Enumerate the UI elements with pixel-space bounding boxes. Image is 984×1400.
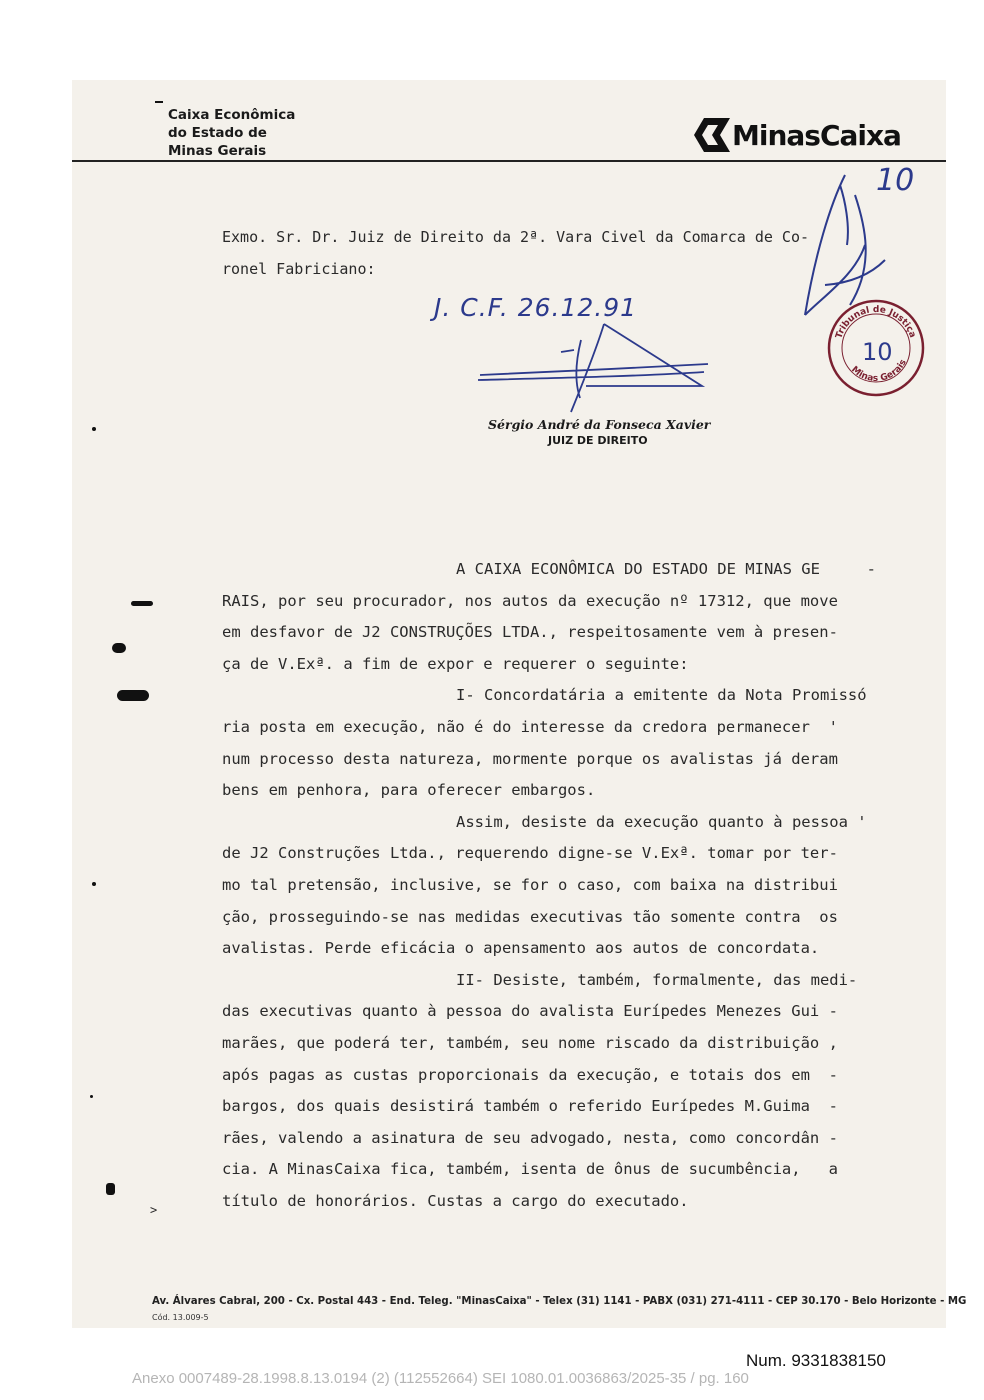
ink-speck [155,101,163,103]
body-line: ria posta em execução, não é do interesse da credora permanecer ' [222,718,838,736]
document-number: Num. 9331838150 [746,1351,886,1370]
body-line: RAIS, por seu procurador, nos autos da execução nº 17312, que move [222,591,838,610]
body-line: bens em penhora, para oferecer embargos. [222,781,596,800]
institution-line: do Estado de [168,125,267,141]
body-line: cia. A MinasCaixa fica, também, isenta de ônus de sucumbência, a [222,1160,838,1179]
ink-speck [90,1095,93,1098]
court-stamp [826,298,926,398]
body-line: II- Desiste, também, formalmente, das medi- [456,970,858,989]
dispatch-note: J. C.F. 26.12.91 [434,293,638,322]
letterhead-rule [72,160,946,162]
body-line: Assim, desiste da execução quanto à pessoa ' [456,812,867,831]
stamp-bottom-text: Minas Gerais [849,358,909,384]
body-line: após pagas as custas proporcionais da execução, e totais dos em - [222,1065,838,1084]
body-line: em desfavor de J2 CONSTRUÇÕES LTDA., respeitosamente vem à presen- [222,623,838,642]
body-line: mo tal pretensão, inclusive, se for o caso, com baixa na distribui [222,876,838,894]
body-line: A CAIXA ECONÔMICA DO ESTADO DE MINAS GE - [456,560,876,578]
stamp-top-text: Tribunal de Justiça [834,304,918,341]
ink-speck [117,690,149,701]
body-line: ça de V.Exª. a fim de expor e requerer o seguinte: [222,654,689,673]
annex-reference: Anexo 0007489-28.1998.8.13.0194 (2) (112552664) SEI 1080.01.0036863/2025-35 / pg. 160 [132,1370,749,1387]
judge-signature [476,320,712,418]
margin-mark: > [150,1203,158,1217]
ink-speck [131,601,153,606]
body-line: marães, que poderá ter, também, seu nome riscado da distribuição , [222,1034,838,1052]
minascaixa-logo [694,117,901,153]
signer-name: Sérgio André da Fonseca Xavier [488,417,711,432]
signer-role: JUIZ DE DIREITO [548,434,648,447]
body-line: avalistas. Perde eficácia o apensamento aos autos de concordata. [222,939,820,958]
ink-speck [112,643,126,653]
body-line: de J2 Construções Ltda., requerendo digne-se V.Exª. tomar por ter- [222,844,838,863]
form-code: Cód. 13.009-5 [152,1313,209,1322]
body-line: ção, prosseguindo-se nas medidas executivas tão somente contra os [222,907,838,926]
ink-speck [106,1183,115,1195]
ink-speck [92,427,96,431]
body-line: rães, valendo a asinatura de seu advogado, nesta, como concordân - [222,1128,838,1147]
body-line: I- Concordatária a emitente da Nota Promissó [456,686,867,705]
ink-speck [92,882,96,886]
footer-address: Av. Álvares Cabral, 200 - Cx. Postal 443 - End. Teleg. "MinasCaixa" - Telex (31) 1141 - PABX (031) 271-4111 - CEP 30.170 - Belo Horizonte - MG [152,1296,967,1307]
addressee-line: ronel Fabriciano: [222,260,376,278]
institution-name [168,106,295,160]
logo-text: MinasCaixa [732,118,901,152]
body-line: das executivas quanto à pessoa do avalista Eurípedes Menezes Gui - [222,1002,838,1021]
corner-page-mark: 10 [876,163,915,198]
institution-line: Caixa Econômica [168,107,296,123]
minascaixa-logo-icon [694,118,730,152]
body-line: título de honorários. Custas a cargo do executado. [222,1192,689,1210]
addressee-line: Exmo. Sr. Dr. Juiz de Direito da 2ª. Vara Civel da Comarca de Co- [222,228,809,246]
stamp-page-mark: 10 [862,338,893,366]
institution-line: Minas Gerais [168,143,267,159]
body-line: num processo desta natureza, mormente porque os avalistas já deram [222,749,838,768]
body-line: bargos, dos quais desistirá também o referido Eurípedes M.Guima - [222,1097,838,1116]
